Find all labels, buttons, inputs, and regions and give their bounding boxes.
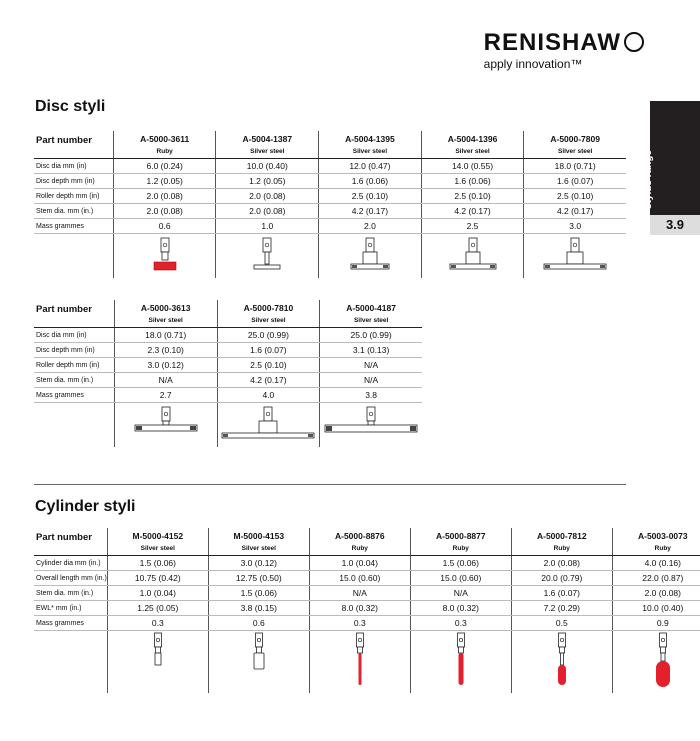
table-cell: 1.2 (0.05) (113, 174, 216, 189)
row-label: Mass grammes (34, 219, 113, 234)
table-cell: 2.3 (0.10) (114, 343, 217, 358)
table-cell: 15.0 (0.60) (410, 571, 511, 586)
table-cell: 1.6 (0.06) (421, 174, 524, 189)
table-cell: 1.0 (0.04) (309, 556, 410, 571)
disc1-column-header (421, 131, 524, 159)
part-number: A-5000-4187 (346, 303, 396, 313)
cyl-stylus-4-icon (411, 631, 511, 691)
table-cell: 22.0 (0.87) (612, 571, 700, 586)
table-cell: 2.5 (0.10) (524, 189, 626, 204)
table-cell: 2.5 (0.10) (421, 189, 524, 204)
table-cell: 18.0 (0.71) (524, 159, 626, 174)
stylus-image-cell (216, 234, 319, 279)
material-label: Silver steel (455, 148, 490, 155)
cyl-column-header (612, 528, 700, 556)
material-label: Silver steel (353, 317, 389, 324)
disc1-stylus-4-icon (423, 234, 523, 276)
table-row (34, 219, 626, 234)
table-cell: 3.1 (0.13) (320, 343, 422, 358)
table-row (34, 358, 422, 373)
part-number: A-5004-1387 (242, 134, 293, 144)
cyl-stylus-1-icon (108, 631, 208, 691)
table-cell: N/A (114, 373, 217, 388)
part-number: A-5000-8876 (334, 531, 385, 541)
stylus-image-row (34, 234, 626, 279)
row-label: Disc depth mm (in) (34, 174, 113, 189)
part-number: A-5000-3611 (140, 134, 190, 144)
renishaw-logo-icon (624, 32, 644, 52)
brand-tagline: apply innovation™ (483, 57, 583, 71)
disc1-column-header (524, 131, 626, 159)
material-label: Silver steel (352, 148, 388, 155)
table-cell: 25.0 (0.99) (320, 328, 422, 343)
material-label: Ruby (553, 545, 570, 552)
table-cell: 2.0 (0.08) (113, 204, 216, 219)
part-number: A-5000-7810 (243, 303, 294, 313)
brand-name: RENISHAW (483, 29, 621, 56)
disc2-part-number-header: Part number (34, 300, 114, 328)
stylus-image-cell (309, 631, 410, 694)
table-cell: 1.6 (0.07) (217, 343, 320, 358)
table-cell: 3.8 (320, 388, 422, 403)
table-row (34, 343, 422, 358)
table-cell: 1.6 (0.07) (511, 586, 612, 601)
table-cell: 4.2 (0.17) (421, 204, 524, 219)
cyl-stylus-3-icon (310, 631, 410, 691)
disc1-column-header (113, 131, 216, 159)
section-divider (34, 484, 626, 485)
table-cell: 0.5 (511, 616, 612, 631)
stylus-image-cell (114, 403, 217, 448)
part-number: A-5000-8877 (435, 531, 486, 541)
table-cell: 10.0 (0.40) (216, 159, 319, 174)
material-label: Silver steel (241, 545, 276, 552)
table-row (34, 571, 700, 586)
cyl-column-header (410, 528, 511, 556)
row-label: Cylinder dia mm (in.) (34, 556, 107, 571)
disc1-stylus-3-icon (320, 234, 420, 276)
cyl-stylus-6-icon (613, 631, 700, 691)
table-cell: 25.0 (0.99) (217, 328, 320, 343)
table-cell: 0.6 (208, 616, 309, 631)
cyl-column-header (107, 528, 208, 556)
table-cell: 1.2 (0.05) (216, 174, 319, 189)
table-cell: 3.8 (0.15) (208, 601, 309, 616)
table-cell: 2.0 (0.08) (113, 189, 216, 204)
row-label: Stem dia. mm (in.) (34, 586, 107, 601)
table-row (34, 174, 626, 189)
table-cell: 2.0 (0.08) (216, 189, 319, 204)
row-label: EWL* mm (in.) (34, 601, 107, 616)
table-cell: 1.5 (0.06) (107, 556, 208, 571)
table-row (34, 388, 422, 403)
row-label: Mass grammes (34, 388, 114, 403)
cylinder-styli-table (34, 528, 700, 693)
table-cell: 1.0 (216, 219, 319, 234)
material-label: Ruby (351, 545, 368, 552)
table-cell: 14.0 (0.55) (421, 159, 524, 174)
table-row (34, 204, 626, 219)
table-row (34, 328, 422, 343)
cyl-column-header (208, 528, 309, 556)
table-row (34, 586, 700, 601)
disc2-column-header (320, 300, 422, 328)
cyl-part-number-header: Part number (34, 528, 107, 556)
row-label: Roller depth mm (in) (34, 358, 114, 373)
material-label: Silver steel (140, 545, 175, 552)
image-row-spacer (34, 234, 113, 279)
stylus-image-cell (319, 234, 422, 279)
table-cell: 2.5 (0.10) (217, 358, 320, 373)
table-cell: 18.0 (0.71) (114, 328, 217, 343)
table-cell: 3.0 (0.12) (208, 556, 309, 571)
table-cell: 4.0 (217, 388, 320, 403)
table-row (34, 616, 700, 631)
table-cell: 8.0 (0.32) (309, 601, 410, 616)
table-cell: 12.75 (0.50) (208, 571, 309, 586)
table-cell: N/A (410, 586, 511, 601)
row-label: Stem dia. mm (in.) (34, 373, 114, 388)
section-number: 3.9 (650, 215, 700, 235)
table-cell: 2.5 (0.10) (319, 189, 422, 204)
table-cell: 20.0 (0.79) (511, 571, 612, 586)
table-cell: 4.2 (0.17) (524, 204, 626, 219)
material-label: Ruby (156, 148, 173, 155)
table-cell: 1.25 (0.05) (107, 601, 208, 616)
row-label: Disc dia mm (in) (34, 159, 113, 174)
part-number: A-5003-0073 (637, 531, 688, 541)
disc-styli-table-1 (34, 131, 626, 278)
table-cell: 2.0 (319, 219, 422, 234)
stylus-image-cell (524, 234, 626, 279)
table-cell: 3.0 (0.12) (114, 358, 217, 373)
stylus-image-cell (113, 234, 216, 279)
stylus-image-cell (410, 631, 511, 694)
table-cell: 2.7 (114, 388, 217, 403)
table-cell: 0.6 (113, 219, 216, 234)
table-cell: 1.0 (0.04) (107, 586, 208, 601)
disc-styli-table-2 (34, 300, 422, 447)
table-cell: 10.0 (0.40) (612, 601, 700, 616)
row-label: Mass grammes (34, 616, 107, 631)
table-row (34, 556, 700, 571)
disc-styli-title: Disc styli (35, 98, 106, 115)
table-cell: 4.2 (0.17) (217, 373, 320, 388)
material-label: Ruby (452, 545, 469, 552)
side-tab-title-line2: stylus range (643, 150, 654, 209)
stylus-image-row (34, 403, 422, 448)
disc2-column-header (114, 300, 217, 328)
table-cell: N/A (320, 358, 422, 373)
row-label: Disc depth mm (in) (34, 343, 114, 358)
table-row (34, 601, 700, 616)
stylus-image-cell (612, 631, 700, 694)
row-label: Stem dia. mm (in.) (34, 204, 113, 219)
disc2-stylus-1-icon (116, 403, 216, 445)
part-number: A-5000-3613 (140, 303, 191, 313)
table-cell: N/A (320, 373, 422, 388)
table-cell: 2.0 (0.08) (511, 556, 612, 571)
material-label: Silver steel (251, 317, 286, 324)
disc1-stylus-1-icon (115, 234, 215, 276)
table-cell: 15.0 (0.60) (309, 571, 410, 586)
image-row-spacer (34, 403, 114, 448)
table-cell: 8.0 (0.32) (410, 601, 511, 616)
table-row (34, 373, 422, 388)
part-number: A-5000-7809 (550, 134, 600, 144)
table-cell: 12.0 (0.47) (319, 159, 422, 174)
stylus-image-cell (320, 403, 422, 448)
image-row-spacer (34, 631, 107, 694)
material-label: Silver steel (250, 148, 285, 155)
table-cell: 0.3 (107, 616, 208, 631)
side-tab-title-line1: M2 threaded (632, 150, 643, 209)
table-cell: 3.0 (524, 219, 626, 234)
table-cell: 10.75 (0.42) (107, 571, 208, 586)
table-row (34, 159, 626, 174)
part-number: A-5004-1396 (447, 134, 498, 144)
stylus-image-cell (208, 631, 309, 694)
stylus-image-cell (421, 234, 524, 279)
disc1-stylus-2-icon (217, 234, 317, 276)
table-cell: 2.0 (0.08) (216, 204, 319, 219)
row-label: Overall length mm (in.) (34, 571, 107, 586)
table-cell: 0.3 (309, 616, 410, 631)
brand-logo (484, 31, 644, 71)
disc1-column-header (216, 131, 319, 159)
table-cell: 2.5 (421, 219, 524, 234)
table-cell: N/A (309, 586, 410, 601)
table-cell: 6.0 (0.24) (113, 159, 216, 174)
row-label: Roller depth mm (in) (34, 189, 113, 204)
stylus-image-cell (511, 631, 612, 694)
table-cell: 4.2 (0.17) (319, 204, 422, 219)
material-label: Silver steel (148, 317, 183, 324)
material-label: Ruby (654, 545, 671, 552)
table-cell: 4.0 (0.16) (612, 556, 700, 571)
table-cell: 0.9 (612, 616, 700, 631)
cyl-column-header (309, 528, 410, 556)
part-number: M-5000-4153 (233, 531, 285, 541)
section-side-tab (632, 101, 700, 215)
disc2-column-header (217, 300, 320, 328)
table-row (34, 189, 626, 204)
disc1-column-header (319, 131, 422, 159)
table-cell: 7.2 (0.29) (511, 601, 612, 616)
stylus-image-cell (107, 631, 208, 694)
table-cell: 1.6 (0.06) (319, 174, 422, 189)
disc1-part-number-header: Part number (34, 131, 113, 159)
table-cell: 1.5 (0.06) (208, 586, 309, 601)
table-cell: 2.0 (0.08) (612, 586, 700, 601)
table-cell: 1.5 (0.06) (410, 556, 511, 571)
cyl-column-header (511, 528, 612, 556)
table-cell: 1.6 (0.07) (524, 174, 626, 189)
cyl-stylus-2-icon (209, 631, 309, 691)
cyl-stylus-5-icon (512, 631, 612, 691)
disc2-stylus-2-icon (218, 403, 318, 445)
disc1-stylus-5-icon (525, 234, 625, 276)
part-number: A-5004-1395 (345, 134, 395, 144)
stylus-image-cell (217, 403, 320, 448)
row-label: Disc dia mm (in) (34, 328, 114, 343)
part-number: M-5000-4152 (132, 531, 184, 541)
cylinder-styli-title: Cylinder styli (35, 498, 136, 515)
part-number: A-5000-7812 (536, 531, 587, 541)
table-cell: 0.3 (410, 616, 511, 631)
stylus-image-row (34, 631, 700, 694)
material-label: Silver steel (557, 148, 593, 155)
disc2-stylus-3-icon (321, 403, 421, 445)
